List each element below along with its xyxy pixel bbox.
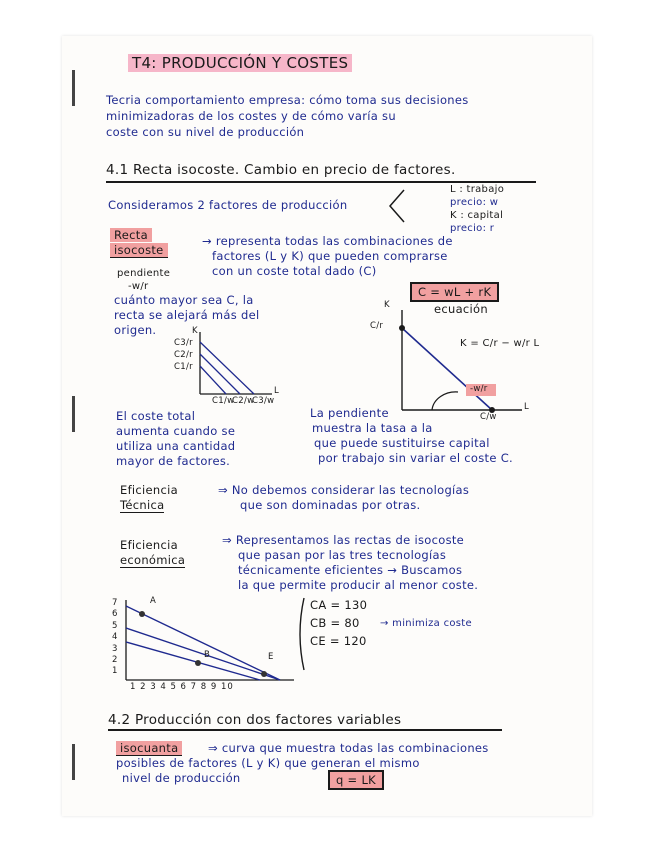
pendiente-note-1: La pendiente bbox=[310, 406, 389, 420]
big-graph-axis-l: L bbox=[524, 402, 530, 412]
slope-angle-arc bbox=[432, 392, 458, 410]
heading-underline bbox=[108, 729, 502, 731]
small-graph-c1w: C1/w bbox=[212, 396, 235, 406]
cost-bracket bbox=[294, 596, 306, 672]
eficiencia-tecnica-text-1: ⇒ No debemos considerar las tecnologías bbox=[218, 483, 470, 497]
recta-desc-2: factores (L y K) que pueden comprarse bbox=[212, 249, 448, 263]
tech-graph-label-e: E bbox=[268, 652, 274, 662]
factor-l: L : trabajo bbox=[450, 184, 505, 195]
pendiente-note-2: muestra la tasa a la bbox=[312, 421, 433, 435]
isocoste-label: isocoste bbox=[110, 243, 168, 258]
minimiza-coste: → minimiza coste bbox=[380, 618, 472, 629]
eficiencia-economica-label-2: económica bbox=[120, 553, 186, 567]
binder-mark bbox=[72, 70, 75, 106]
eficiencia-tecnica-text-2: que son dominadas por otras. bbox=[240, 498, 421, 512]
y-intercept-point bbox=[399, 325, 405, 331]
isocost-line-c3 bbox=[200, 342, 254, 394]
recta-desc-1: → representa todas las combinaciones de bbox=[202, 234, 453, 248]
isocost-formula: C = wL + rK bbox=[410, 282, 499, 302]
k-formula: K = C/r − w/r L bbox=[460, 338, 540, 349]
cost-note-2: aumenta cuando se bbox=[116, 424, 236, 438]
recta-desc-3: con un coste total dado (C) bbox=[212, 264, 377, 278]
ecuacion-label: ecuación bbox=[434, 302, 488, 316]
point-e bbox=[261, 671, 267, 677]
section-heading-4-1: 4.1 Recta isocoste. Cambio en precio de factores. bbox=[106, 162, 456, 178]
tech-graph-label-a: A bbox=[150, 596, 157, 606]
small-graph-c2w: C2/w bbox=[232, 396, 255, 406]
isocost-line-a bbox=[126, 606, 280, 680]
factor-k-price: precio: r bbox=[450, 223, 495, 234]
eficiencia-economica-text-2: que pasan por las tres tecnologías bbox=[238, 548, 447, 562]
cost-note-3: utiliza una cantidad bbox=[116, 439, 236, 453]
eficiencia-economica-text-4: la que permite producir al menor coste. bbox=[238, 578, 479, 592]
small-graph-c2r: C2/r bbox=[174, 350, 193, 360]
section-heading-4-2: 4.2 Producción con dos factores variables bbox=[108, 712, 402, 728]
isocuanta-label: isocuanta bbox=[116, 741, 182, 756]
small-graph-axis-k: K bbox=[192, 326, 198, 336]
isocost-line-c1 bbox=[200, 366, 226, 394]
cuanto-mayor-1: cuánto mayor sea C, la bbox=[114, 293, 254, 307]
pendiente-note-4: por trabajo sin variar el coste C. bbox=[318, 451, 513, 465]
small-graph-c3w: C3/w bbox=[252, 396, 275, 406]
cuanto-mayor-2: recta se alejará más del bbox=[114, 308, 260, 322]
tech-graph-y-ticks: 7 6 5 4 3 2 1 bbox=[112, 598, 118, 677]
big-graph-slope: -w/r bbox=[470, 384, 488, 394]
small-graph-axis-l: L bbox=[274, 386, 280, 396]
pendiente-value: -w/r bbox=[128, 281, 149, 292]
eficiencia-tecnica-label-2: Técnica bbox=[120, 498, 165, 512]
small-graph-c3r: C3/r bbox=[174, 338, 193, 348]
notebook-page bbox=[62, 36, 592, 816]
intro-line-3: coste con su nivel de producción bbox=[106, 125, 305, 139]
cost-a: CA = 130 bbox=[310, 598, 368, 612]
point-b bbox=[195, 660, 201, 666]
eficiencia-economica-text-3: técnicamente eficientes → Buscamos bbox=[238, 563, 463, 577]
brace-icon bbox=[386, 188, 406, 224]
recta-label: Recta bbox=[110, 228, 152, 242]
eficiencia-tecnica-label-1: Eficiencia bbox=[120, 483, 178, 497]
consideramos-text: Consideramos 2 factores de producción bbox=[108, 198, 348, 212]
big-graph-x-intercept: C/w bbox=[480, 412, 497, 422]
isocuanta-text-2: posibles de factores (L y K) que generan el mismo bbox=[116, 756, 420, 770]
cost-e: CE = 120 bbox=[310, 634, 367, 648]
tech-graph-x-ticks: 1 2 3 4 5 6 7 8 9 10 bbox=[130, 682, 234, 692]
point-a bbox=[139, 611, 145, 617]
heading-underline bbox=[106, 181, 536, 183]
pendiente-note-3: que puede sustituirse capital bbox=[314, 436, 490, 450]
factor-l-price: precio: w bbox=[450, 197, 499, 208]
binder-mark bbox=[72, 744, 75, 780]
pendiente-label: pendiente bbox=[117, 268, 171, 279]
tech-graph-label-b: B bbox=[204, 650, 211, 660]
isocost-line-e bbox=[126, 628, 280, 680]
intro-line-1: Tecria comportamiento empresa: cómo toma sus decisiones bbox=[106, 93, 469, 107]
big-graph-axis-k: K bbox=[384, 300, 390, 310]
cost-b: CB = 80 bbox=[310, 616, 360, 630]
production-function: q = LK bbox=[328, 770, 384, 790]
eficiencia-economica-label-1: Eficiencia bbox=[120, 538, 178, 552]
isocuanta-text-3: nivel de producción bbox=[122, 771, 241, 785]
cuanto-mayor-3: origen. bbox=[114, 323, 157, 337]
eficiencia-economica-text-1: ⇒ Representamos las rectas de isocoste bbox=[222, 533, 465, 547]
factor-k: K : capital bbox=[450, 210, 504, 221]
cost-note-1: El coste total bbox=[116, 409, 196, 423]
binder-mark bbox=[72, 396, 75, 432]
big-graph-y-intercept: C/r bbox=[370, 321, 384, 331]
cost-note-4: mayor de factores. bbox=[116, 454, 231, 468]
isocuanta-text-1: ⇒ curva que muestra todas las combinaciones bbox=[208, 741, 489, 755]
page-title: T4: PRODUCCIÓN Y COSTES bbox=[128, 54, 352, 72]
small-graph-c1r: C1/r bbox=[174, 362, 193, 372]
intro-line-2: minimizadoras de los costes y de cómo varía su bbox=[106, 109, 396, 123]
